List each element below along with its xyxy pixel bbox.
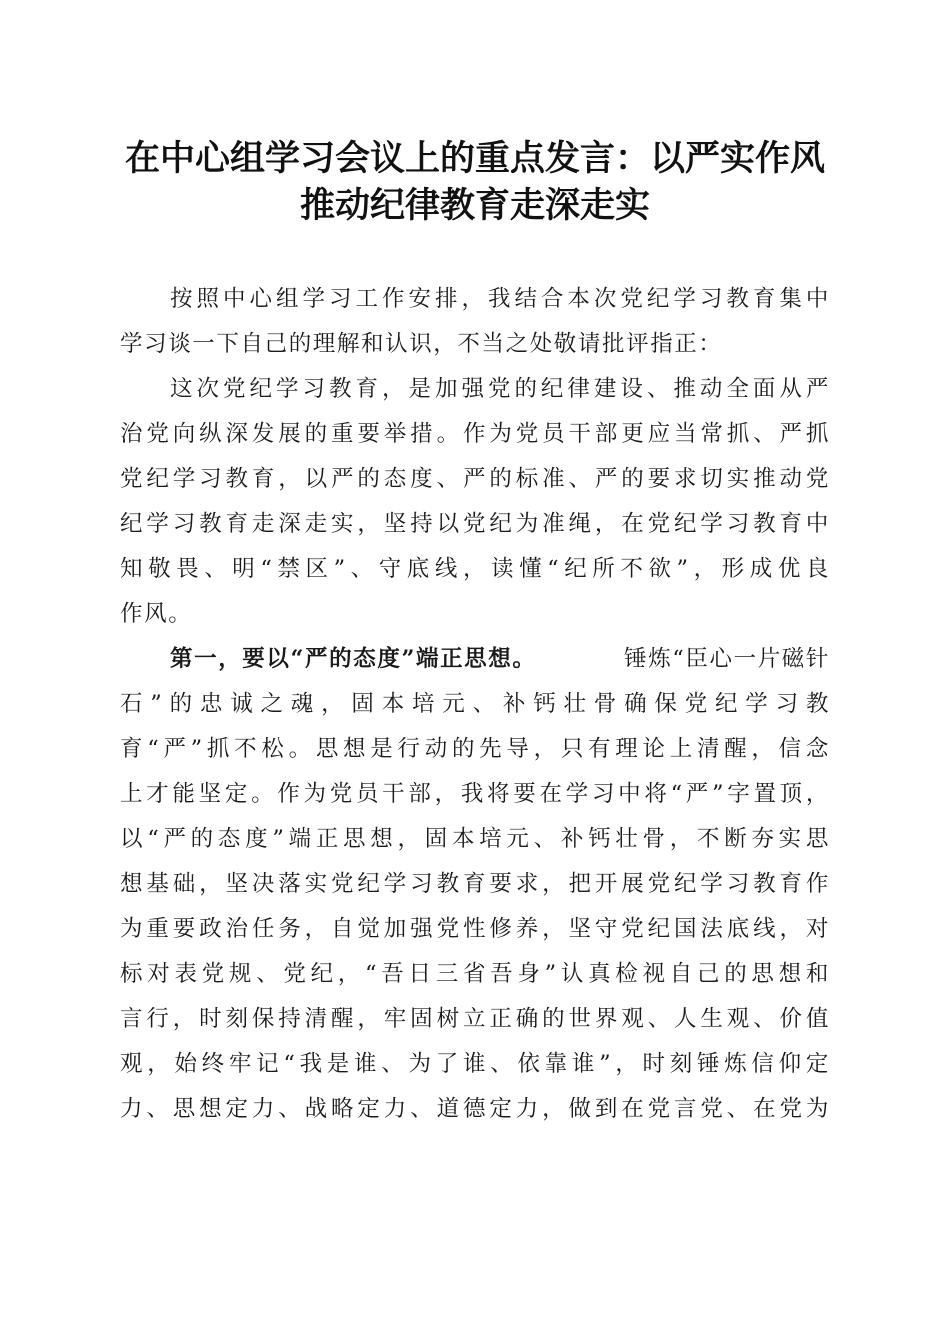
section-heading: 第一，要以“严的态度”端正思想。 — [170, 646, 537, 672]
paragraph-line: 石”的忠诚之魂，固本培元、补钙壮骨确保党纪学习教 — [120, 691, 830, 717]
paragraph-line-tail: 锤炼“臣心一片磁针 — [624, 646, 830, 672]
paragraph-first-line — [170, 644, 830, 674]
paragraph-line: 育“严”抓不松。思想是行动的先导，只有理论上清醒，信念 — [120, 736, 830, 762]
paragraph-line: 以“严的态度”端正思想，固本培元、补钙壮骨，不断夯实思 — [120, 826, 830, 852]
paragraph-line: 为重要政治任务，自觉加强党性修养，坚守党纪国法底线，对 — [120, 916, 830, 942]
paragraph-line: 学习谈一下自己的理解和认识，不当之处敬请批评指正： — [120, 331, 723, 357]
paragraph-line: 标对表党规、党纪，“吾日三省吾身”认真检视自己的思想和 — [120, 961, 830, 987]
paragraph-line: 作风。 — [120, 601, 193, 627]
paragraph-line: 按照中心组学习工作安排，我结合本次党纪学习教育集中 — [170, 286, 830, 312]
paragraph-line: 纪学习教育走深走实，坚持以党纪为准绳，在党纪学习教育中 — [120, 511, 830, 537]
paragraph-line: 这次党纪学习教育，是加强党的纪律建设、推动全面从严 — [170, 376, 830, 402]
document-title-line-2: 推动纪律教育走深走实 — [299, 185, 650, 226]
paragraph-line: 上才能坚定。作为党员干部，我将要在学习中将“严”字置顶， — [120, 781, 830, 807]
paragraph-line: 观，始终牢记“我是谁、为了谁、依靠谁”，时刻锤炼信仰定 — [120, 1051, 830, 1077]
document-title-line-1: 在中心组学习会议上的重点发言：以严实作风 — [124, 138, 825, 179]
paragraph-line: 知敬畏、明“禁区”、守底线，读懂“纪所不欲”，形成优良 — [120, 556, 830, 582]
paragraph-line: 治党向纵深发展的重要举措。作为党员干部更应当常抓、严抓 — [120, 421, 830, 447]
paragraph-line: 想基础，坚决落实党纪学习教育要求，把开展党纪学习教育作 — [120, 871, 830, 897]
paragraph-line: 党纪学习教育，以严的态度、严的标准、严的要求切实推动党 — [120, 466, 830, 492]
paragraph-line: 力、思想定力、战略定力、道德定力，做到在党言党、在党为 — [120, 1096, 830, 1122]
paragraph-line: 言行，时刻保持清醒，牢固树立正确的世界观、人生观、价值 — [120, 1006, 830, 1032]
